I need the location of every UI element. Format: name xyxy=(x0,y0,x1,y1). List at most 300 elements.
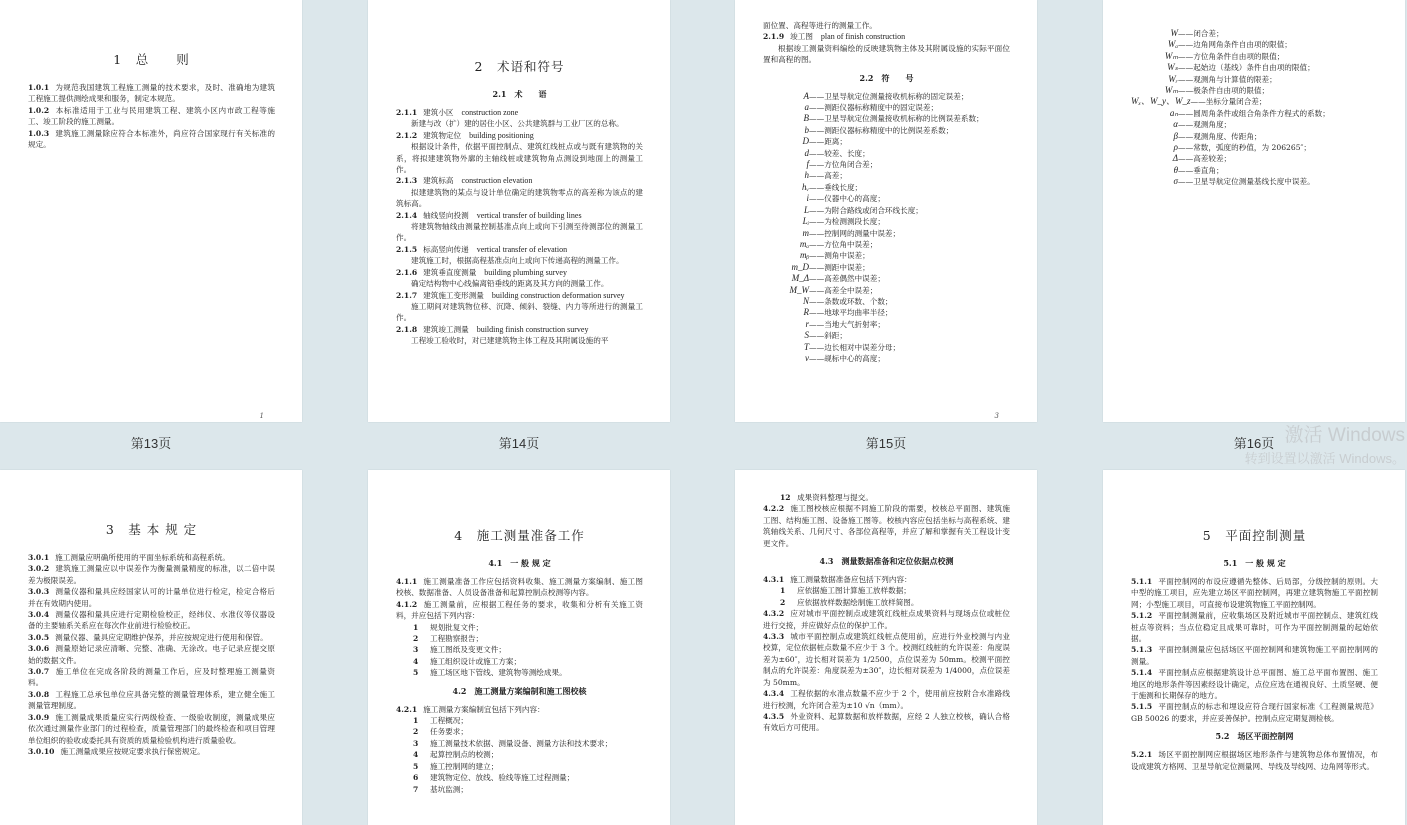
clause-number: 3.0.7 xyxy=(28,667,50,677)
list-text: 工程勘察报告； xyxy=(430,634,484,644)
symbol: Wₛ xyxy=(1167,62,1178,73)
dash: —— xyxy=(809,137,825,147)
clause xyxy=(763,608,1010,631)
symbol-entry xyxy=(1131,85,1378,96)
dash: —— xyxy=(809,114,825,124)
symbol: m xyxy=(802,227,809,238)
symbol-meaning: 测距中误差； xyxy=(824,262,870,272)
list-number: 1 xyxy=(780,586,786,596)
list-number: 2 xyxy=(413,727,419,737)
symbol: Lᵢ xyxy=(802,216,809,227)
clause-text: 施工测量准备工作应包括资料收集、施工测量方案编制、施工图校核、数据准备、人员设备准备和起算控制点校测等内容。 xyxy=(396,577,643,598)
dash: —— xyxy=(809,342,825,352)
definition-text: 新建与改（扩）建的居住小区、公共建筑群与工业厂区的总称。 xyxy=(411,119,624,129)
symbol-entry xyxy=(763,182,1010,193)
symbol-entry xyxy=(1131,28,1378,39)
symbol-entry xyxy=(1131,176,1378,187)
symbol-entry xyxy=(763,125,1010,136)
clause-text: 建筑施工测量除应符合本标准外，尚应符合国家现行有关标准的规定。 xyxy=(28,128,275,150)
symbol: A xyxy=(803,90,809,101)
dash: —— xyxy=(1178,86,1194,96)
clause-text: 平面控制点的标志和埋设应符合现行国家标准《工程测量规范》GB 50026 的要求，并应妥善保护。控制点应定期复测检核。 xyxy=(1131,702,1378,723)
page-thumbnail[interactable] xyxy=(735,0,1037,422)
symbol: b xyxy=(804,124,809,135)
clause xyxy=(396,267,643,278)
page-thumbnail[interactable] xyxy=(735,470,1037,825)
list-number: 1 xyxy=(413,622,419,632)
symbol: Wₐ xyxy=(1167,39,1178,50)
term-english: building plumbing survey xyxy=(484,267,567,277)
definition-text: 根据竣工测量资料编绘的反映建筑物主体及其附属设施的实际平面位置和高程的图。 xyxy=(763,43,1010,65)
symbol-meaning: 为附合路线或闭合环线长度； xyxy=(824,205,923,215)
dash: —— xyxy=(1178,40,1194,50)
clause-number: 1.0.2 xyxy=(28,105,50,115)
clause-text: 本标准适用于工业与民用建筑工程、建筑小区内市政工程等施工、竣工阶段的施工测量。 xyxy=(28,105,275,127)
symbol: ρ xyxy=(1173,142,1178,153)
symbol-meaning: 观测角度、传距角； xyxy=(1193,131,1262,141)
list-item xyxy=(396,622,643,633)
clause xyxy=(396,130,643,141)
symbol-entry xyxy=(763,113,1010,124)
term-english: building positioning xyxy=(469,130,534,140)
list-item xyxy=(396,772,643,783)
dash: —— xyxy=(809,91,825,101)
symbol-meaning: 垂线长度； xyxy=(824,182,863,192)
symbol: L xyxy=(803,204,809,215)
symbol-entry xyxy=(763,353,1010,364)
clause-text: 为规范我国建筑工程施工测量的技术要求，及时、准确地为建筑工程施工提供测绘成果和服务，制定本规范。 xyxy=(28,83,275,104)
list-item xyxy=(396,656,643,667)
term-english: construction zone xyxy=(461,108,519,117)
clause-number: 3.0.2 xyxy=(28,564,50,574)
clause-number: 2.1.9 xyxy=(763,32,785,42)
symbol-meaning: 圆周角条件或组合角条件方程式的系数； xyxy=(1193,108,1330,118)
list-text: 成果资料整理与提交。 xyxy=(797,493,873,502)
dash: —— xyxy=(809,194,825,204)
definition-text: 将建筑物轴线由测量控制基准点向上或向下引测至待测部位的测量工作。 xyxy=(396,222,643,243)
symbol: W xyxy=(1170,28,1178,38)
clause xyxy=(28,82,275,105)
clause-text: 测量仪器和量具应经国家认可的计量单位进行检定，检定合格后并在有效期内使用。 xyxy=(28,587,275,608)
clause-number: 5.1.1 xyxy=(1131,577,1153,586)
dash: —— xyxy=(809,171,825,181)
dash: —— xyxy=(809,217,825,227)
clause xyxy=(396,244,643,255)
symbol-meaning: 仪器中心的高度； xyxy=(824,194,885,204)
list-text: 任务要求； xyxy=(430,727,468,737)
clause-number: 2.1.2 xyxy=(396,130,418,140)
symbol-meaning: 方位角中误差； xyxy=(824,239,878,249)
list-text: 起算控制点的校测； xyxy=(430,750,499,760)
clause-number: 4.3.3 xyxy=(763,632,785,642)
list-item xyxy=(396,738,643,749)
dash: —— xyxy=(809,251,825,261)
section-title: 5.1 一 般 规 定 xyxy=(1223,558,1286,568)
dash: —— xyxy=(809,308,825,318)
clause xyxy=(396,704,643,715)
symbol-entry xyxy=(1131,142,1378,153)
clause-number: 2.1.8 xyxy=(396,324,418,334)
clause xyxy=(1131,576,1378,610)
clause xyxy=(1131,644,1378,667)
list-number: 1 xyxy=(413,716,419,726)
symbol: Wₓ、W_y、W_z xyxy=(1131,96,1191,107)
dash: —— xyxy=(809,239,825,249)
list-text: 施工场区地下管线、建筑物等测绘成果。 xyxy=(430,668,567,678)
clause-text: 竣工图 xyxy=(790,32,813,42)
page-thumbnail[interactable] xyxy=(368,0,670,422)
page-thumbnail[interactable] xyxy=(1103,470,1405,825)
clause xyxy=(763,688,1010,711)
symbol-entry xyxy=(763,342,1010,353)
symbol-meaning: 地球平均曲率半径； xyxy=(824,308,893,318)
symbol: Wₘ xyxy=(1164,50,1178,61)
symbol: β xyxy=(1173,130,1178,141)
symbol: hᵥ xyxy=(801,181,809,192)
dash: —— xyxy=(1178,131,1194,141)
list-text: 工程概况； xyxy=(430,716,468,726)
dash: —— xyxy=(809,353,825,363)
list-text: 应依据施工图计算施工放样数据； xyxy=(797,586,911,596)
symbol-entry xyxy=(763,307,1010,318)
dash: —— xyxy=(1178,154,1194,164)
clause xyxy=(396,210,643,221)
list-text: 应依据放样数据绘制施工放样简图。 xyxy=(797,597,919,607)
symbol-entry xyxy=(1131,62,1378,73)
clause-number: 4.2.2 xyxy=(763,504,785,514)
symbol-entry xyxy=(763,262,1010,273)
symbol: i xyxy=(806,193,809,204)
symbol-entry xyxy=(763,250,1010,261)
symbol: mᵦ xyxy=(799,250,809,261)
symbol-meaning: 斜距； xyxy=(824,331,847,341)
dash: —— xyxy=(1178,108,1194,118)
clause-number: 3.0.8 xyxy=(28,689,50,699)
page-thumbnail[interactable] xyxy=(0,470,302,825)
list-text: 施工控制网的建立； xyxy=(430,761,499,771)
list-number: 6 xyxy=(413,773,419,783)
clause-text: 施工测量数据准备应包括下列内容： xyxy=(790,575,912,585)
term-english: building construction deformation survey xyxy=(491,290,625,300)
clause-text: 平面控制测量前，应收集场区及附近城市平面控制点、建筑红线桩点等资料；当点位稳定且成果可靠时，可作为平面控制测量的起始依据。 xyxy=(1131,611,1378,644)
section-title: 4.3 测量数据准备和定位依据点校测 xyxy=(819,556,954,567)
dash: —— xyxy=(809,274,825,284)
list-number: 2 xyxy=(780,597,786,607)
watermark-title: 激活 Windows xyxy=(1284,425,1405,446)
clause-number: 5.2.1 xyxy=(1131,750,1153,760)
clause xyxy=(28,586,275,609)
clause-number: 4.1.2 xyxy=(396,599,418,609)
symbol-meaning: 测角中误差； xyxy=(824,251,870,261)
clause-text: 测量原始记录应清晰、完整、准确、无涂改。电子记录应提交原始的数据文件。 xyxy=(28,644,275,665)
list-number: 4 xyxy=(413,656,419,666)
clause xyxy=(28,609,275,632)
definition-text: 根据设计条件，依据平面控制点、建筑红线桩点或与既有建筑物的关系，将拟建建筑物外廓的主轴线桩或建筑物角点测设到地面上的测量工作。 xyxy=(396,142,643,175)
list-item xyxy=(396,749,643,760)
clause xyxy=(28,552,275,563)
dash: —— xyxy=(809,182,825,192)
symbol-meaning: 观测角度； xyxy=(1193,120,1232,130)
symbol-entry xyxy=(763,193,1010,204)
symbol-entry xyxy=(763,159,1010,170)
clause xyxy=(396,290,643,301)
list-text: 施工组织设计或施工方案； xyxy=(430,656,522,666)
clause-text: 施工图校核应根据不同施工阶段的需要，校核总平面图、建筑施工图、结构施工图、设备施工图等。校核内容应包括坐标与高程系统、建筑轴线关系、几何尺寸、各部位高程等，并应了解和掌握有关工程设计变更文件。 xyxy=(763,504,1010,548)
clause-number: 2.1.5 xyxy=(396,244,418,254)
dash: —— xyxy=(809,148,825,158)
clause xyxy=(763,711,1010,734)
clause-number: 2.1.3 xyxy=(396,176,418,186)
chapter-title: 2 术语和符号 xyxy=(474,59,565,74)
list-text: 施工测量技术依据、测量设备、测量方法和技术要求； xyxy=(430,738,613,748)
symbol: f xyxy=(806,159,809,170)
list-item xyxy=(763,597,1010,608)
symbol-entry xyxy=(763,216,1010,227)
clause-text: 建筑物定位 xyxy=(423,130,462,140)
clause-text: 施工单位在完成各阶段的测量工作后，应及时整理施工测量资料。 xyxy=(28,667,275,688)
clause xyxy=(396,107,643,118)
symbol-entry xyxy=(763,273,1010,284)
clause-text: 建筑小区 xyxy=(423,108,454,117)
clause xyxy=(396,599,643,622)
clause-number: 4.3.2 xyxy=(763,609,785,619)
dash: —— xyxy=(809,160,825,170)
clause-text: 城市平面控制点或建筑红线桩点使用前，应进行外业校测与内业校算，定位依据桩点数量不应少于 3 个。校测红线桩的允许误差：角度误差为±60″，边长相对误差为 1/2500，点位误差为 50mm。校测平面控制点的允许误差：角度误差为±30″，边长相对误差为 1/4000，点位误差为 50mm。 xyxy=(763,632,1010,687)
clause xyxy=(396,175,643,186)
clause-text: 场区平面控制网应根据场区地形条件与建筑物总体布置情况，布设成建筑方格网、卫星导航定位测量网、导线及导线网、边角网等形式。 xyxy=(1131,750,1378,771)
dash: —— xyxy=(1178,165,1194,175)
clause xyxy=(763,503,1010,549)
symbol-meaning: 卫星导航定位测量基线长度中误差。 xyxy=(1193,177,1315,187)
list-number: 2 xyxy=(413,634,419,644)
page-label[interactable]: 第13页 xyxy=(130,436,172,451)
list-item xyxy=(763,492,1010,503)
page-thumbnail[interactable] xyxy=(368,470,670,825)
symbol: mₐ xyxy=(799,238,809,249)
symbol-entry xyxy=(1131,108,1378,119)
symbol-meaning: 控制网的测量中误差； xyxy=(824,228,901,238)
symbol: Δ xyxy=(1172,153,1178,164)
term-english: plan of finish construction xyxy=(820,32,906,42)
clause xyxy=(28,712,275,746)
clause xyxy=(28,105,275,128)
clause-number: 2.1.7 xyxy=(396,290,418,300)
symbol-entry xyxy=(763,296,1010,307)
clause xyxy=(1131,667,1378,701)
symbol-meaning: 极条件自由项的限值； xyxy=(1193,86,1270,96)
watermark-subtitle: 转到设置以激活 Windows。 xyxy=(1244,451,1405,466)
clause xyxy=(28,746,275,757)
symbol-entry xyxy=(763,170,1010,181)
dash: —— xyxy=(1178,63,1194,73)
symbol-meaning: 方位角闭合差； xyxy=(824,160,878,170)
clause-number: 4.2.1 xyxy=(396,704,418,714)
definition-text: 拟建建筑物的某点与设计单位确定的建筑物零点的高差称为该点的建筑标高。 xyxy=(396,187,643,209)
list-item xyxy=(396,761,643,772)
list-number: 12 xyxy=(780,493,791,502)
list-number: 5 xyxy=(413,668,419,678)
list-item xyxy=(396,784,643,795)
clause xyxy=(28,632,275,643)
term-english: vertical transfer of building lines xyxy=(476,210,582,220)
symbol-meaning: 测距仪器标称精度中的固定误差； xyxy=(824,103,939,113)
dash: —— xyxy=(1178,177,1194,187)
list-text: 规划批复文件； xyxy=(430,622,484,632)
dash: —— xyxy=(1178,51,1194,61)
clause-text: 平面控制点应根据建筑设计总平面图、施工总平面布置图、施工地区的地形条件等因素经设计确定，点位应选在通视良好、土质坚硬、便于施测和长期保存的地方。 xyxy=(1131,668,1378,701)
clause-text: 外业资料、起算数据和放样数据，应经 2 人独立校核，确认合格有效后方可使用。 xyxy=(763,711,1010,733)
clause-number: 1.0.3 xyxy=(28,128,50,138)
list-item xyxy=(396,644,643,655)
symbol: Wᵣ xyxy=(1168,73,1178,84)
section-title: 5.2 场区平面控制网 xyxy=(1215,731,1294,742)
list-number: 3 xyxy=(413,738,419,748)
clause xyxy=(1131,701,1378,724)
symbol-meaning: 方位角条件自由项的限值； xyxy=(1193,51,1285,61)
symbol: N xyxy=(802,295,809,306)
list-text: 施工图纸及变更文件； xyxy=(430,645,506,655)
symbol-meaning: 卫星导航定位测量接收机标称的比例误差系数； xyxy=(824,114,984,124)
symbol: a xyxy=(804,102,809,113)
clause-number: 3.0.3 xyxy=(28,587,50,597)
dash: —— xyxy=(809,103,825,113)
symbol: D xyxy=(802,136,809,147)
symbol-meaning: 高差较差； xyxy=(1193,154,1232,164)
page-label[interactable]: 第15页 xyxy=(865,436,907,451)
clause xyxy=(396,576,643,599)
symbol-entry xyxy=(763,228,1010,239)
symbol: M_Δ xyxy=(791,273,809,284)
list-text: 基坑监测； xyxy=(430,784,468,794)
clause xyxy=(28,563,275,586)
clause-text: 工程施工总承包单位应具备完整的测量管理体系，建立健全施工测量管理制度。 xyxy=(28,689,275,711)
page-thumbnail[interactable] xyxy=(0,0,302,422)
symbol: h xyxy=(804,170,809,181)
clause-text: 施工测量方案编制宜包括下列内容： xyxy=(423,704,545,714)
symbol-entry xyxy=(763,102,1010,113)
symbol-meaning: 闭合差； xyxy=(1193,29,1224,38)
dash: —— xyxy=(809,262,825,272)
symbol: v xyxy=(805,352,809,363)
clause xyxy=(763,631,1010,688)
section-title: 2.2 符 号 xyxy=(859,72,914,83)
list-item xyxy=(396,667,643,678)
list-number: 3 xyxy=(413,645,419,655)
symbol-entry xyxy=(1131,153,1378,164)
symbol-meaning: 坐标分量闭合差； xyxy=(1205,97,1267,107)
list-number: 5 xyxy=(413,761,419,771)
section-title: 2.1 术 语 xyxy=(492,89,547,99)
clause xyxy=(763,31,1010,42)
clause xyxy=(1131,749,1378,772)
clause-text: 建筑施工测量应以中误差作为衡量测量精度的标准，以二倍中误差为极限误差。 xyxy=(28,564,275,585)
symbol-meaning: 观测角与计算值的限差； xyxy=(1193,74,1277,84)
clause-number: 2.1.4 xyxy=(396,210,418,220)
section-title: 4.2 施工测量方案编制和施工图校核 xyxy=(452,685,587,696)
symbol-meaning: 为检测测段长度； xyxy=(824,217,885,227)
symbol-meaning: 高差偶然中误差； xyxy=(824,274,885,284)
clause-text: 平面控制测量应包括场区平面控制网和建筑物施工平面控制网的测量。 xyxy=(1131,645,1378,666)
clause-number: 3.0.5 xyxy=(28,632,50,642)
symbol-meaning: 测距仪器标称精度中的比例误差系数； xyxy=(824,125,954,135)
clause xyxy=(28,128,275,151)
clause-text: 测量仪器、量具应定期维护保养，并应按规定进行使用和保管。 xyxy=(55,632,268,642)
page-label[interactable]: 第16页 xyxy=(1233,436,1275,451)
list-item xyxy=(763,585,1010,596)
clause-text: 建筑施工变形测量 xyxy=(423,290,484,300)
symbol: σ xyxy=(1173,176,1178,187)
clause-text: 平面控制网的布设应遵循先整体、后局部，分级控制的原则。大中型的施工项目，应先建立场区平面控制网，再建立建筑物施工平面控制网；小型施工项目，可直接布设建筑物施工平面控制网。 xyxy=(1131,577,1378,609)
clause-text: 建筑竣工测量 xyxy=(423,324,469,334)
symbol-entry xyxy=(1131,51,1378,62)
symbol-meaning: 较差、长度； xyxy=(824,148,870,158)
definition-text: 确定结构物中心线偏离铅垂线的距离及其方向的测量工作。 xyxy=(411,279,609,289)
dash: —— xyxy=(809,319,825,329)
symbol-meaning: 起始边（基线）条件自由项的限值； xyxy=(1193,63,1315,73)
symbol-entry xyxy=(1131,131,1378,142)
symbol-entry xyxy=(763,205,1010,216)
clause-text: 施工测量成果质量应实行两级检查、一级验收制度，测量成果应依次通过测量作业部门的过程检查，质量管理部门的最终检查和项目管理单位组织的验收或委托具有资质的质量检验机构进行质量验收。 xyxy=(28,712,275,745)
symbol-meaning: 卫星导航定位测量接收机标称的固定误差； xyxy=(824,91,969,101)
symbol: α xyxy=(1173,119,1178,130)
dash: —— xyxy=(809,331,825,341)
symbol-meaning: 边角网角条件自由项的限值； xyxy=(1193,40,1292,50)
page-number: 3 xyxy=(994,412,999,420)
chapter-title: 1 总 则 xyxy=(113,52,190,67)
clause-number: 2.1.1 xyxy=(396,108,418,117)
dash: —— xyxy=(1190,97,1206,107)
symbol-entry xyxy=(1131,119,1378,130)
list-number: 7 xyxy=(413,784,419,794)
clause-number: 5.1.5 xyxy=(1131,702,1153,712)
clause-number: 3.0.9 xyxy=(28,712,50,722)
symbol-entry xyxy=(763,136,1010,147)
clause-text: 应对城市平面控制点或建筑红线桩点成果资料与现场点位或桩位进行交接，并应做好点位的保护工作。 xyxy=(763,609,1010,630)
dash: —— xyxy=(1178,120,1194,130)
clause xyxy=(28,689,275,712)
symbol-meaning: 觇标中心的高度； xyxy=(824,353,885,363)
symbol-entry xyxy=(763,91,1010,102)
page-label[interactable]: 第14页 xyxy=(498,436,540,451)
clause xyxy=(763,574,1010,585)
dash: —— xyxy=(809,205,825,215)
symbol-entry xyxy=(763,330,1010,341)
page-thumbnail[interactable] xyxy=(1103,0,1405,422)
clause-number: 3.0.10 xyxy=(28,746,55,756)
symbol: Wₘ xyxy=(1164,85,1178,96)
dash: —— xyxy=(1178,29,1194,38)
page-number: 1 xyxy=(259,412,264,420)
term-english: construction elevation xyxy=(461,176,533,186)
clause-number: 3.0.1 xyxy=(28,553,50,562)
symbol-meaning: 当地大气折射率； xyxy=(824,319,885,329)
chapter-title: 5 平面控制测量 xyxy=(1202,528,1307,543)
symbol: aₙ xyxy=(1169,107,1178,118)
dash: —— xyxy=(809,296,825,306)
symbol-meaning: 条数或环数、个数； xyxy=(824,296,893,306)
symbol-entry xyxy=(1131,165,1378,176)
clause xyxy=(28,643,275,666)
chapter-title: 3 基 本 规 定 xyxy=(105,522,198,537)
chapter-title: 4 施工测量准备工作 xyxy=(454,528,585,543)
dash: —— xyxy=(1178,143,1194,153)
symbol-entry xyxy=(1131,96,1378,107)
definition-text: 工程竣工验收时，对已建建筑物主体工程及其附属设施的平 xyxy=(411,336,609,346)
clause xyxy=(28,666,275,689)
list-item xyxy=(396,633,643,644)
definition-text: 建筑施工时，根据高程基准点向上或向下传递高程的测量工作。 xyxy=(411,256,624,266)
symbol-entry xyxy=(1131,39,1378,50)
